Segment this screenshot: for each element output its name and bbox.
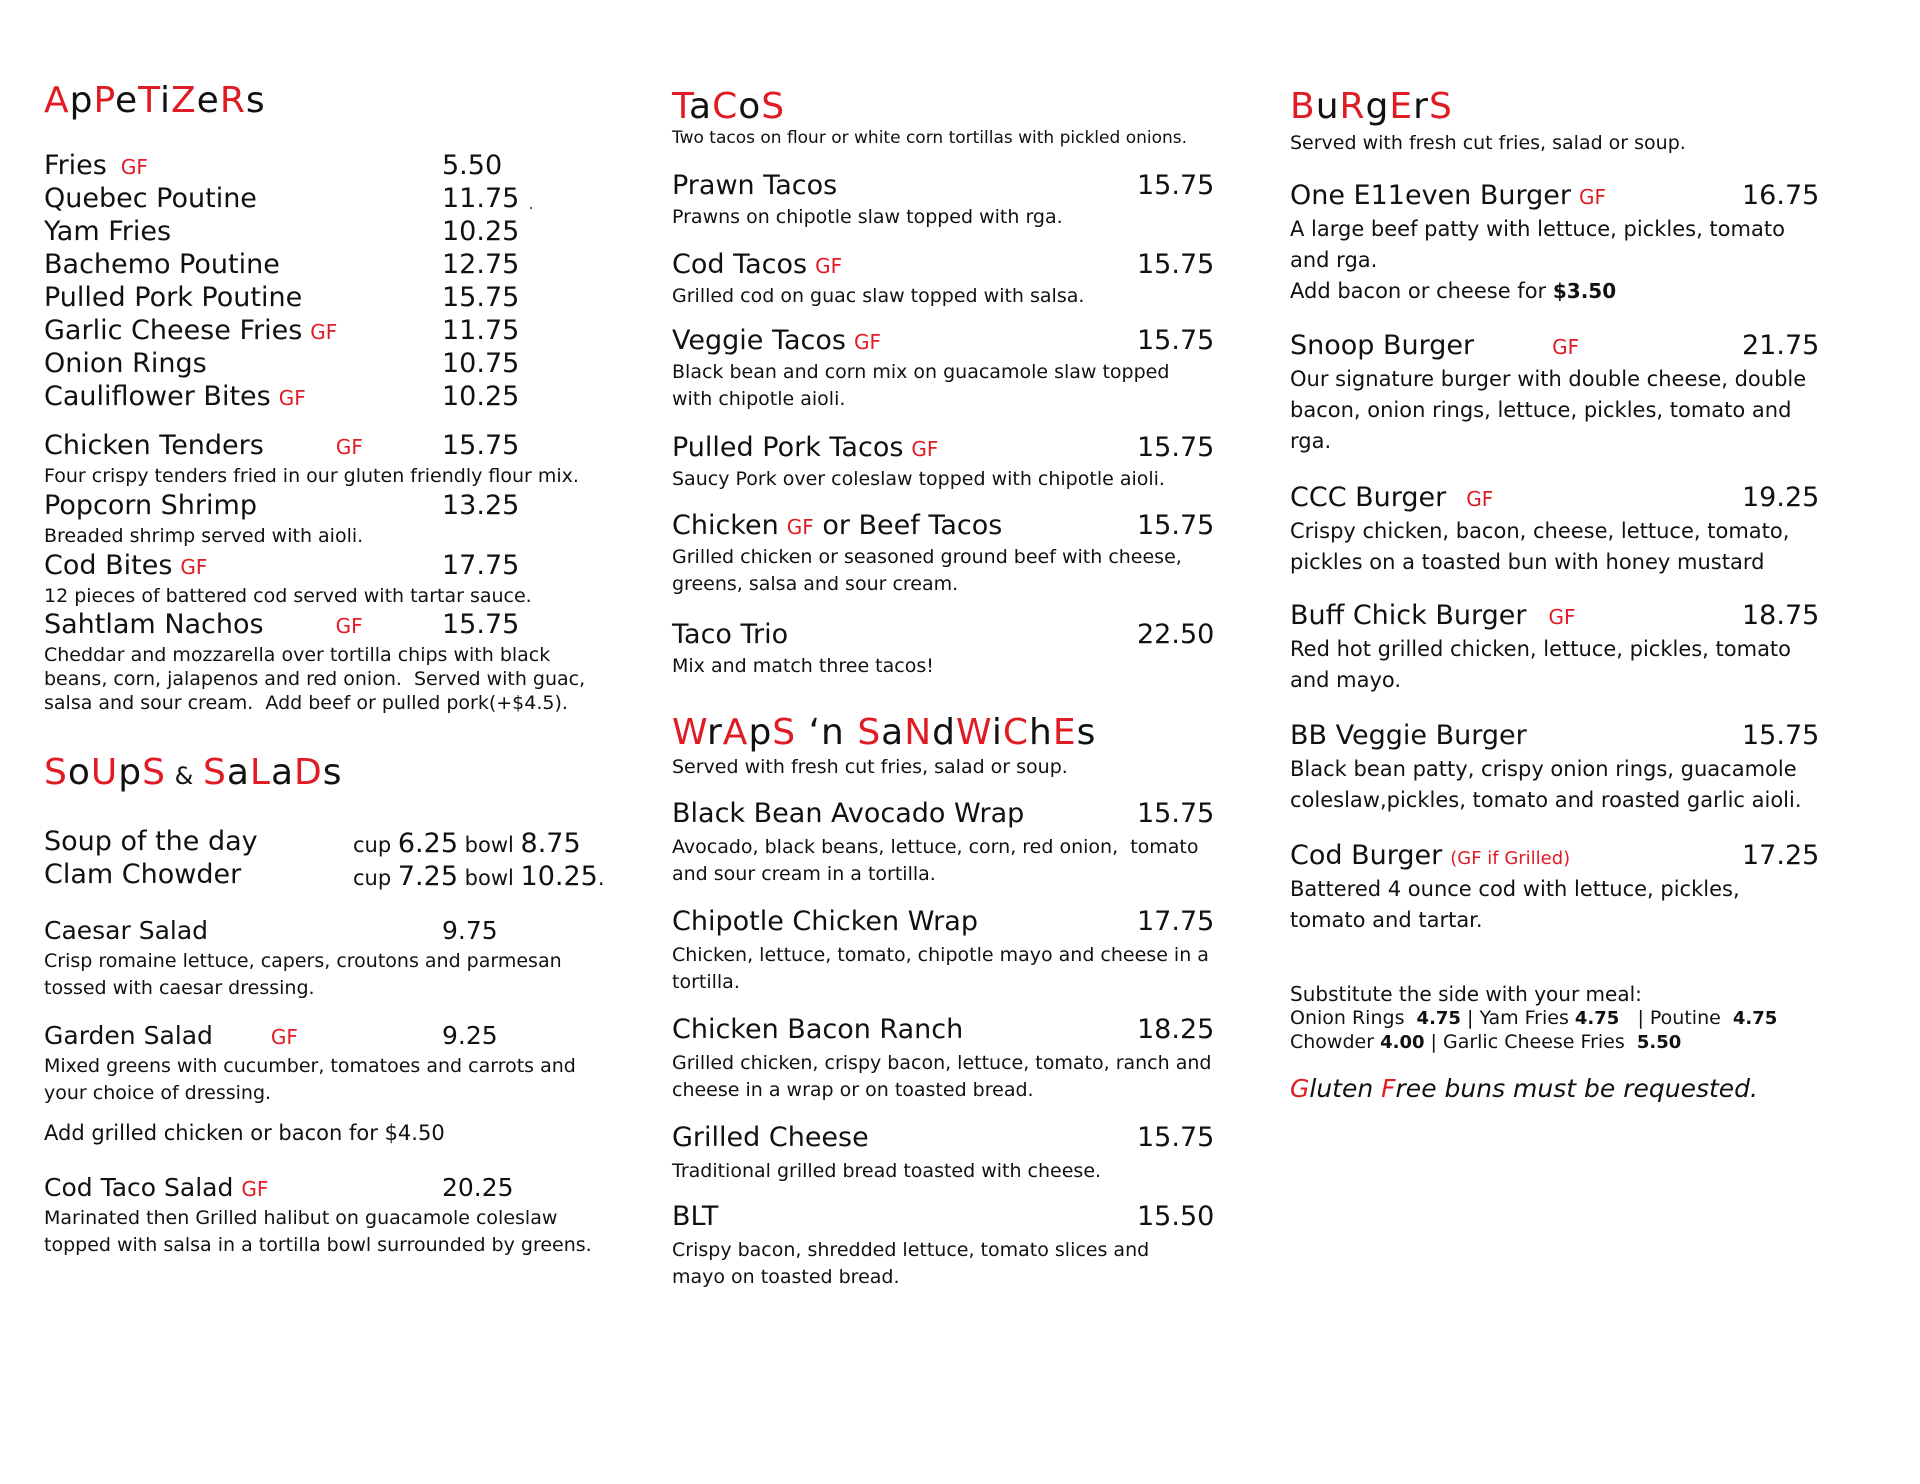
item-price: 11.75 xyxy=(442,315,520,346)
item-description xyxy=(672,1158,1101,1185)
item-name: Caesar Salad xyxy=(44,916,209,945)
gf-label: GF xyxy=(180,555,208,579)
heading-letter: R xyxy=(219,80,246,121)
heading-letter: a xyxy=(226,752,250,793)
menu-item-name xyxy=(44,916,208,945)
item-price: 17.75 xyxy=(1137,906,1215,937)
side-label: Chowder xyxy=(1290,1031,1381,1053)
cup-label: cup xyxy=(353,866,398,890)
heading-letter: D xyxy=(294,752,323,793)
cup-price: 7.25 xyxy=(397,861,458,892)
item-description xyxy=(44,948,562,1002)
heading-letter: s xyxy=(322,752,343,793)
description-line: greens, salsa and sour cream. xyxy=(672,573,959,595)
description-line: Cheddar and mozzarella over tortilla chips with black xyxy=(44,644,551,666)
heading-letter: S xyxy=(772,712,797,753)
heading-letter: A xyxy=(44,80,70,121)
item-description xyxy=(44,643,585,715)
item-name: BB Veggie Burger xyxy=(1290,720,1527,751)
gf-label: GF xyxy=(120,155,148,179)
item-price: 9.25 xyxy=(442,1021,498,1050)
menu-item-name xyxy=(44,348,207,379)
description-line: tortilla. xyxy=(672,971,740,993)
description-line: Prawns on chipotle slaw topped with rga. xyxy=(672,206,1063,228)
heading-letter: S xyxy=(1428,86,1453,127)
wraps-heading xyxy=(672,712,1096,753)
menu-item-name xyxy=(672,1014,963,1045)
description-line: Grilled chicken, crispy bacon, lettuce, tomato, ranch and xyxy=(672,1052,1212,1074)
item-price: 15.50 xyxy=(1137,1201,1215,1232)
menu-item-name xyxy=(672,510,1002,541)
description-line: Chicken, lettuce, tomato, chipotle mayo and cheese in a xyxy=(672,944,1209,966)
cup-label: cup xyxy=(353,833,398,857)
bowl-price: 8.75 xyxy=(520,828,581,859)
heading-letter: R xyxy=(1339,86,1366,127)
item-description xyxy=(1290,364,1806,457)
description-line: Battered 4 ounce cod with lettuce, pickles, xyxy=(1290,877,1740,901)
sides-title: Substitute the side with your meal: xyxy=(1290,982,1642,1006)
menu-item-name xyxy=(672,432,938,463)
menu-item-name xyxy=(44,1021,298,1050)
item-price: 15.75 xyxy=(1137,798,1215,829)
heading-letter: E xyxy=(1052,712,1077,753)
heading-letter: S xyxy=(202,752,227,793)
soup-prices xyxy=(353,828,581,859)
extra-text: Add bacon or cheese for xyxy=(1290,279,1553,303)
gf-label: GF xyxy=(1466,487,1494,511)
item-name: Popcorn Shrimp xyxy=(44,490,257,521)
item-extra xyxy=(1290,276,1616,307)
description-line: Black bean patty, crispy onion rings, guacamole xyxy=(1290,757,1797,781)
gf-label: GF xyxy=(1548,605,1576,629)
menu-item-name xyxy=(672,619,788,650)
description-line: Crispy bacon, shredded lettuce, tomato slices and xyxy=(672,1239,1150,1261)
heading-letter: p xyxy=(748,712,773,753)
description-line: Mix and match three tacos! xyxy=(672,655,934,677)
description-line: Red hot grilled chicken, lettuce, pickles, tomato xyxy=(1290,637,1792,661)
gf-label: GF xyxy=(335,614,363,638)
bowl-label: bowl xyxy=(458,833,521,857)
item-description xyxy=(44,524,363,548)
description-line: Four crispy tenders fried in our gluten friendly flour mix. xyxy=(44,465,579,487)
menu-item-name xyxy=(1290,600,1575,631)
menu-item-name xyxy=(672,798,1024,829)
item-price: 18.25 xyxy=(1137,1014,1215,1045)
item-price: 21.75 xyxy=(1742,330,1820,361)
item-name: Taco Trio xyxy=(672,619,789,650)
item-name: Chicken xyxy=(672,510,779,541)
heading-letter: p xyxy=(69,80,94,121)
description-line: and rga. xyxy=(1290,248,1378,272)
soup-prices xyxy=(353,861,605,892)
menu-item-name xyxy=(44,315,337,346)
item-price: 17.25 xyxy=(1742,840,1820,871)
heading-letter: e xyxy=(196,80,220,121)
description-line: and mayo. xyxy=(1290,668,1402,692)
gf-label: GF xyxy=(853,330,881,354)
description-line: 12 pieces of battered cod served with tartar sauce. xyxy=(44,585,532,607)
heading-letter: C xyxy=(712,86,739,127)
heading-letter: L xyxy=(249,752,271,793)
heading-letter: W xyxy=(956,712,992,753)
item-name: Quebec Poutine xyxy=(44,183,257,214)
side-price: 4.75 xyxy=(1732,1008,1778,1029)
item-price: 18.75 xyxy=(1742,600,1820,631)
item-price: 17.75 xyxy=(442,550,520,581)
item-description xyxy=(672,1050,1211,1104)
heading-letter: A xyxy=(722,712,749,753)
heading-letter: i xyxy=(991,712,1003,753)
item-price: 13.25 xyxy=(442,490,520,521)
item-name: Pulled Pork Tacos xyxy=(672,432,904,463)
heading-separator: ‘n xyxy=(796,712,858,753)
heading-letter: r xyxy=(706,712,723,753)
heading-letter: s xyxy=(1076,712,1097,753)
item-name: Onion Rings xyxy=(44,348,207,379)
heading-letter: T xyxy=(138,80,160,121)
item-name: Snoop Burger xyxy=(1290,330,1475,361)
item-name: Grilled Cheese xyxy=(672,1122,869,1153)
item-price: 15.75 xyxy=(1137,510,1215,541)
description-line: cheese in a wrap or on toasted bread. xyxy=(672,1079,1034,1101)
heading-letter: i xyxy=(159,80,171,121)
heading-letter: N xyxy=(904,712,933,753)
gluten-free-note xyxy=(1290,1074,1758,1103)
heading-letter: C xyxy=(1002,712,1029,753)
heading-letter: r xyxy=(1413,86,1429,127)
sides-line-2 xyxy=(1290,1031,1681,1053)
description-line: A large beef patty with lettuce, pickles, tomato xyxy=(1290,217,1785,241)
item-description xyxy=(44,1205,592,1259)
item-description xyxy=(672,544,1182,598)
gf-label: GF xyxy=(815,254,843,278)
menu-item-name xyxy=(672,1201,718,1232)
soup-name: Soup of the day xyxy=(44,826,258,857)
item-price: 11.75 xyxy=(442,183,520,214)
menu-item-name xyxy=(44,430,363,461)
menu-item-name xyxy=(1290,720,1527,751)
heading-letter: a xyxy=(270,752,294,793)
menu-item-name xyxy=(44,282,302,313)
menu-item-name xyxy=(44,609,363,640)
gf-label: GF xyxy=(241,1177,269,1201)
menu-item-name xyxy=(44,150,148,181)
description-line: Saucy Pork over coleslaw topped with chipotle aioli. xyxy=(672,468,1165,490)
description-line: mayo on toasted bread. xyxy=(672,1266,900,1288)
item-description xyxy=(1290,874,1740,936)
salad-note: Add grilled chicken or bacon for $4.50 xyxy=(44,1121,445,1145)
description-line: Traditional grilled bread toasted with cheese. xyxy=(672,1160,1102,1182)
item-description xyxy=(672,283,1084,310)
item-price: 10.25 xyxy=(442,381,520,412)
soup-end: . xyxy=(597,866,605,890)
item-price: 12.75 xyxy=(442,249,520,280)
gf-label: GF xyxy=(1578,185,1606,209)
item-description xyxy=(672,834,1199,888)
heading-letter: W xyxy=(672,712,707,753)
item-description xyxy=(672,466,1165,493)
heading-letter: S xyxy=(761,86,786,127)
description-line: Black bean and corn mix on guacamole slaw topped xyxy=(672,361,1170,383)
description-line: and sour cream in a tortilla. xyxy=(672,863,936,885)
item-price: 15.75 xyxy=(1742,720,1820,751)
item-description xyxy=(1290,634,1791,696)
gf-label: GF xyxy=(335,435,363,459)
tacos-heading xyxy=(672,86,785,127)
extra-price: $3.50 xyxy=(1552,279,1617,303)
item-name: Cod Burger xyxy=(1290,840,1443,871)
tacos-subtitle: Two tacos on flour or white corn tortillas with pickled onions. xyxy=(672,128,1188,148)
item-name: or Beef Tacos xyxy=(813,510,1003,541)
heading-letter: E xyxy=(1389,86,1414,127)
item-price: 15.75 xyxy=(1137,325,1215,356)
item-name: BLT xyxy=(672,1201,719,1232)
item-name: Sahtlam Nachos xyxy=(44,609,264,640)
menu-item-name xyxy=(1290,482,1493,513)
gf-label: GF xyxy=(270,1025,298,1049)
item-name: Garden Salad xyxy=(44,1021,213,1050)
item-description xyxy=(672,359,1169,413)
gf-label: GF xyxy=(310,320,338,344)
menu-item-name xyxy=(44,249,280,280)
item-description xyxy=(1290,516,1789,578)
side-label: Onion Rings xyxy=(1290,1007,1417,1029)
menu-item-name xyxy=(672,170,837,201)
item-name: Cod Taco Salad xyxy=(44,1173,234,1202)
menu-item-name xyxy=(44,216,171,247)
gf-label: (GF if Grilled) xyxy=(1450,848,1571,869)
item-description xyxy=(44,1053,576,1107)
menu-item-name xyxy=(44,381,306,412)
description-line: tossed with caesar dressing. xyxy=(44,977,315,999)
item-price: 15.75 xyxy=(442,609,520,640)
item-name: Chicken Tenders xyxy=(44,430,264,461)
description-line: Grilled cod on guac slaw topped with salsa. xyxy=(672,285,1085,307)
item-description xyxy=(1290,754,1802,816)
heading-letter: o xyxy=(67,752,91,793)
cup-price: 6.25 xyxy=(397,828,458,859)
description-line: Mixed greens with cucumber, tomatoes and carrots and xyxy=(44,1055,576,1077)
gf-label: GF xyxy=(786,515,814,539)
item-description xyxy=(44,464,579,488)
item-price: 15.75 xyxy=(1137,249,1215,280)
heading-letter: o xyxy=(738,86,762,127)
item-price: 16.75 xyxy=(1742,180,1820,211)
item-name: Fries xyxy=(44,150,107,181)
item-description xyxy=(44,584,532,608)
side-price: 4.75 xyxy=(1416,1008,1461,1029)
menu-item-name xyxy=(672,1122,869,1153)
note-part: F xyxy=(1381,1074,1396,1103)
item-price: 9.75 xyxy=(442,916,498,945)
heading-letter: e xyxy=(114,80,139,121)
heading-letter: Z xyxy=(171,80,197,121)
description-line: tomato and tartar. xyxy=(1290,908,1483,932)
sides-line-1 xyxy=(1290,1007,1777,1029)
description-line: salsa and sour cream. Add beef or pulled pork(+$4.5). xyxy=(44,692,568,714)
heading-letter: h xyxy=(1029,712,1053,753)
heading-letter: B xyxy=(1290,86,1316,127)
note-part: luten xyxy=(1309,1074,1382,1103)
heading-letter: d xyxy=(932,712,957,753)
item-name: Cod Tacos xyxy=(672,249,808,280)
burgers-subtitle: Served with fresh cut fries, salad or soup. xyxy=(1290,132,1686,154)
heading-letter: a xyxy=(881,712,905,753)
side-price: 5.50 xyxy=(1636,1032,1682,1053)
bowl-label: bowl xyxy=(458,866,521,890)
heading-letter: u xyxy=(1315,86,1340,127)
item-name: Chipotle Chicken Wrap xyxy=(672,906,978,937)
gf-label: GF xyxy=(911,437,939,461)
item-name: Yam Fries xyxy=(44,216,172,247)
item-name: Buff Chick Burger xyxy=(1290,600,1527,631)
heading-letter: S xyxy=(857,712,882,753)
item-description xyxy=(672,653,934,680)
side-label: | Yam Fries xyxy=(1460,1007,1575,1029)
menu-item-name xyxy=(44,490,257,521)
side-price: 4.00 xyxy=(1380,1032,1425,1053)
description-line: pickles on a toasted bun with honey mustard xyxy=(1290,550,1765,574)
gf-label: GF xyxy=(1552,335,1580,359)
item-price: 22.50 xyxy=(1137,619,1215,650)
menu-item-name xyxy=(672,906,978,937)
description-line: Avocado, black beans, lettuce, corn, red onion, tomato xyxy=(672,836,1199,858)
gf-label: GF xyxy=(278,386,306,410)
soups-salads-heading xyxy=(44,752,343,793)
description-line: beans, corn, jalapenos and red onion. Served with guac, xyxy=(44,668,586,690)
item-name: Chicken Bacon Ranch xyxy=(672,1014,964,1045)
item-name: One E11even Burger xyxy=(1290,180,1571,211)
heading-letter: T xyxy=(672,86,690,127)
menu-item-name xyxy=(44,183,257,214)
menu-item-name xyxy=(672,325,881,356)
description-line: topped with salsa in a tortilla bowl surrounded by greens. xyxy=(44,1234,592,1256)
menu-item-name xyxy=(1290,840,1570,871)
item-description xyxy=(672,204,1063,231)
item-name: Prawn Tacos xyxy=(672,170,838,201)
description-line: Grilled chicken or seasoned ground beef with cheese, xyxy=(672,546,1182,568)
item-price: 15.75 xyxy=(1137,432,1215,463)
menu-item-name xyxy=(44,1173,268,1202)
description-line: Breaded shrimp served with aioli. xyxy=(44,525,364,547)
description-line: Crisp romaine lettuce, capers, croutons and parmesan xyxy=(44,950,562,972)
item-description xyxy=(1290,214,1785,276)
item-price: 19.25 xyxy=(1742,482,1820,513)
note-part: G xyxy=(1290,1074,1310,1103)
item-name: Cauliflower Bites xyxy=(44,381,271,412)
heading-letter: S xyxy=(44,752,68,793)
description-line: with chipotle aioli. xyxy=(672,388,846,410)
note-part: ree buns must be requested. xyxy=(1395,1074,1758,1103)
item-price: 15.75 xyxy=(1137,1122,1215,1153)
menu-item-name xyxy=(1290,180,1606,211)
item-price: 15.75 xyxy=(442,282,520,313)
heading-letter: g xyxy=(1365,86,1390,127)
item-name: Pulled Pork Poutine xyxy=(44,282,303,313)
item-name: CCC Burger xyxy=(1290,482,1447,513)
item-price: 15.75 xyxy=(1137,170,1215,201)
side-price: 4.75 xyxy=(1574,1008,1620,1029)
heading-letter: U xyxy=(90,752,119,793)
item-description xyxy=(672,1237,1149,1291)
item-price: 15.75 xyxy=(442,430,520,461)
description-line: your choice of dressing. xyxy=(44,1082,272,1104)
side-label: | Garlic Cheese Fries xyxy=(1424,1031,1637,1053)
item-name: Black Bean Avocado Wrap xyxy=(672,798,1025,829)
heading-letter: S xyxy=(142,752,166,793)
item-price: 20.25 xyxy=(442,1173,514,1202)
heading-letter: & xyxy=(165,762,203,790)
heading-letter: a xyxy=(689,86,713,127)
stray-dot xyxy=(530,207,532,209)
item-name: Garlic Cheese Fries xyxy=(44,315,303,346)
side-label: | Poutine xyxy=(1619,1007,1733,1029)
heading-letter: P xyxy=(93,80,115,121)
burgers-heading xyxy=(1290,86,1453,127)
item-price: 10.25 xyxy=(442,216,520,247)
description-line: coleslaw,pickles, tomato and roasted garlic aioli. xyxy=(1290,788,1802,812)
soup-name: Clam Chowder xyxy=(44,859,242,890)
heading-letter: p xyxy=(118,752,143,793)
description-line: Crispy chicken, bacon, cheese, lettuce, tomato, xyxy=(1290,519,1790,543)
item-description xyxy=(672,942,1209,996)
item-name: Bachemo Poutine xyxy=(44,249,280,280)
item-price: 10.75 xyxy=(442,348,520,379)
bowl-price: 10.25 xyxy=(520,861,598,892)
menu-item-name xyxy=(1290,330,1579,361)
wraps-subtitle: Served with fresh cut fries, salad or soup. xyxy=(672,756,1068,778)
description-line: Marinated then Grilled halibut on guacamole coleslaw xyxy=(44,1207,558,1229)
item-name: Veggie Tacos xyxy=(672,325,846,356)
description-line: bacon, onion rings, lettuce, pickles, tomato and xyxy=(1290,398,1792,422)
menu-item-name xyxy=(672,249,842,280)
description-line: Our signature burger with double cheese, double xyxy=(1290,367,1807,391)
heading-letter: s xyxy=(245,80,266,121)
appetizers-heading xyxy=(44,80,266,121)
menu-item-name xyxy=(44,550,207,581)
description-line: rga. xyxy=(1290,429,1332,453)
item-name: Cod Bites xyxy=(44,550,173,581)
item-price: 5.50 xyxy=(442,150,503,181)
